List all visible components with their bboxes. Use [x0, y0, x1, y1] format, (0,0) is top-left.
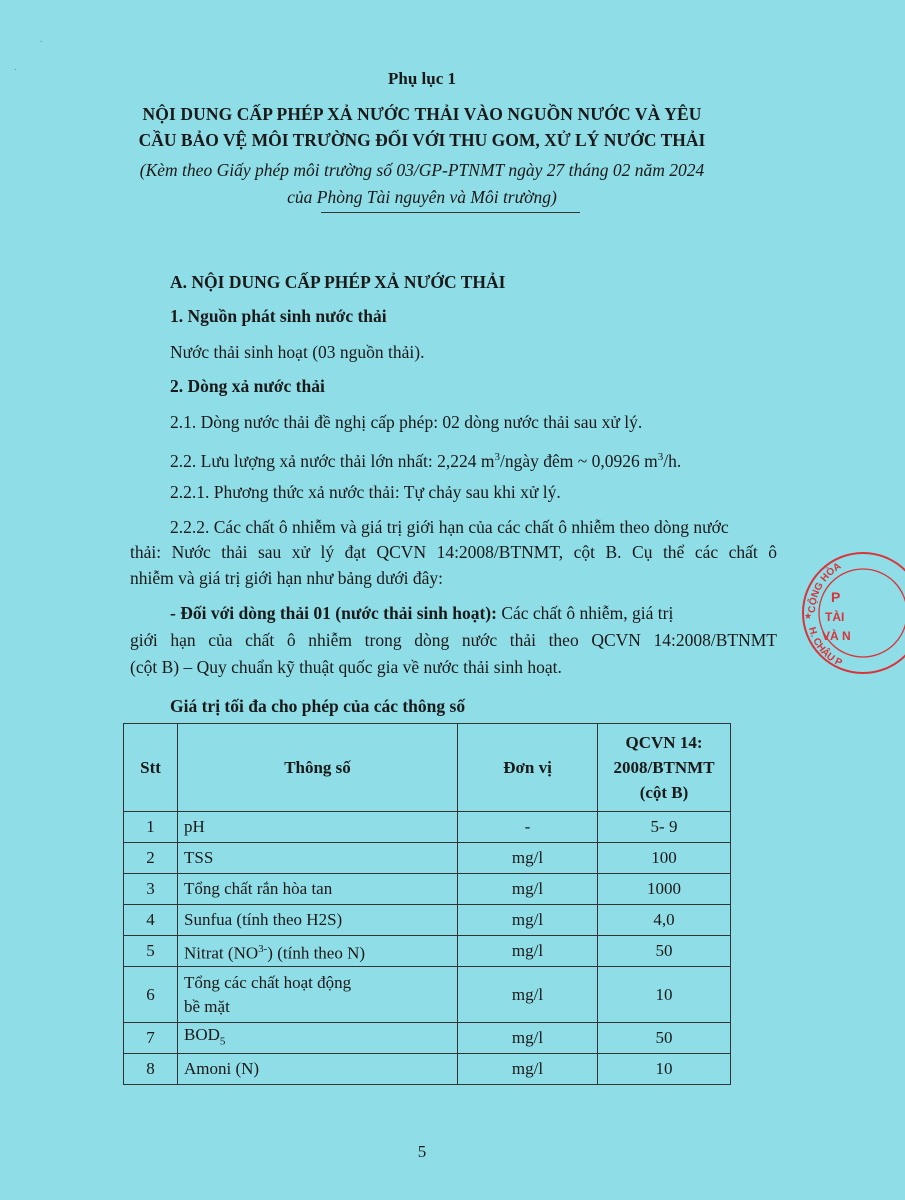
table-caption: Giá trị tối đa cho phép của các thông số [170, 696, 466, 716]
cell-unit: - [458, 812, 598, 843]
cell-unit: mg/l [458, 936, 598, 967]
table-row [124, 874, 731, 905]
cell-limit: 50 [598, 1023, 731, 1054]
appendix-label: Phụ lục 1 [387, 69, 457, 88]
subtitle-underline [321, 212, 580, 213]
cell-unit: mg/l [458, 967, 598, 1023]
parameter-limits-table [123, 723, 731, 1085]
section-a-heading: A. NỘI DUNG CẤP PHÉP XẢ NƯỚC THẢI [170, 272, 506, 292]
header-limit-line3: (cột B) [639, 783, 689, 802]
cell-stt: 5 [124, 936, 178, 967]
table-row [124, 936, 731, 967]
document-subtitle-line1: (Kèm theo Giấy phép môi trường số 03/GP-PTNMT ngày 27 tháng 02 năm 2024 [139, 160, 705, 180]
stream01-line2: giới hạn của chất ô nhiễm trong dòng nước thải theo QCVN 14:2008/BTNMT [130, 630, 777, 650]
cell-param-sub: 5 [219, 1035, 226, 1048]
stamp-star-icon: ★ [804, 612, 813, 622]
page-number: 5 [417, 1142, 427, 1161]
item2-2-sup1: 3 [494, 451, 501, 463]
stamp-center-line2: TÀI [825, 610, 845, 624]
header-stt: Stt [124, 724, 178, 812]
cell-stt: 7 [124, 1023, 178, 1054]
cell-param: Sunfua (tính theo H2S) [178, 905, 458, 936]
cell-param-line1: Tổng các chất hoạt động [184, 972, 352, 992]
cell-unit: mg/l [458, 874, 598, 905]
document-subtitle-line2: của Phòng Tài nguyên và Môi trường) [287, 187, 557, 207]
cell-param: Tổng chất rắn hòa tan [178, 874, 458, 905]
table-row [124, 1023, 731, 1054]
table-header-row [124, 724, 731, 812]
cell-limit: 10 [598, 1054, 731, 1085]
item2-2-text [170, 444, 681, 474]
cell-unit: mg/l [458, 1023, 598, 1054]
cell-limit: 50 [598, 936, 731, 967]
cell-limit: 4,0 [598, 905, 731, 936]
item2-2-mid: /ngày đêm ~ 0,0926 m [500, 450, 658, 471]
cell-param-suffix: ) (tính theo N) [267, 943, 366, 963]
header-unit: Đơn vị [458, 724, 598, 812]
item2-2-2-line3: nhiễm và giá trị giới hạn như bảng dưới đây: [130, 568, 444, 588]
table-row [124, 812, 731, 843]
cell-limit: 1000 [598, 874, 731, 905]
cell-param-prefix: Nitrat (NO [184, 943, 259, 963]
cell-unit: mg/l [458, 1054, 598, 1085]
cell-param: Amoni (N) [178, 1054, 458, 1085]
cell-param-line2: bề mặt [184, 996, 230, 1016]
stamp-ring-text-bottom: H. CHÂU P [805, 625, 844, 669]
cell-param-prefix: BOD [184, 1024, 220, 1044]
table-row [124, 967, 731, 1023]
stamp-center-line1: P [831, 589, 841, 605]
header-limit-line2: 2008/BTNMT [613, 758, 715, 777]
cell-param [178, 967, 458, 1023]
cell-param [178, 1023, 458, 1054]
item1-text: Nước thải sinh hoạt (03 nguồn thải). [170, 342, 425, 362]
item2-2-suffix: /h. [663, 450, 682, 471]
cell-param-sup: 3- [258, 942, 268, 955]
cell-unit: mg/l [458, 843, 598, 874]
scan-speck: . [40, 34, 43, 45]
item2-2-sup2: 3 [657, 451, 664, 463]
document-title-line1: NỘI DUNG CẤP PHÉP XẢ NƯỚC THẢI VÀO NGUỒN NƯỚC VÀ YÊU [142, 104, 702, 124]
table-row [124, 843, 731, 874]
cell-stt: 4 [124, 905, 178, 936]
stream01-line3: (cột B) – Quy chuẩn kỹ thuật quốc gia về nước thải sinh hoạt. [130, 657, 562, 677]
cell-stt: 8 [124, 1054, 178, 1085]
cell-param [178, 936, 458, 967]
item2-2-2-line2: thải: Nước thải sau xử lý đạt QCVN 14:2008/BTNMT, cột B. Cụ thể các chất ô [130, 542, 777, 562]
header-param: Thông số [178, 724, 458, 812]
official-stamp-seal [795, 548, 905, 678]
item2-1-text: 2.1. Dòng nước thải đề nghị cấp phép: 02 dòng nước thải sau xử lý. [170, 412, 643, 432]
cell-unit: mg/l [458, 905, 598, 936]
cell-stt: 2 [124, 843, 178, 874]
stream01-line1-rest: Các chất ô nhiễm, giá trị [496, 603, 674, 623]
header-limit [598, 724, 731, 812]
header-limit-line1: QCVN 14: [625, 733, 703, 752]
stream01-label: - Đối với dòng thải 01 (nước thải sinh hoạt): [170, 603, 497, 623]
cell-param: TSS [178, 843, 458, 874]
item1-heading: 1. Nguồn phát sinh nước thải [170, 306, 387, 326]
cell-stt: 3 [124, 874, 178, 905]
item2-heading: 2. Dòng xả nước thải [170, 376, 325, 396]
table-row [124, 905, 731, 936]
cell-limit: 100 [598, 843, 731, 874]
item2-2-prefix: 2.2. Lưu lượng xả nước thải lớn nhất: 2,224 m [170, 450, 495, 471]
table-row [124, 1054, 731, 1085]
stamp-center-line3: VÀ N [822, 629, 851, 643]
item2-2-1-text: 2.2.1. Phương thức xả nước thải: Tự chảy sau khi xử lý. [170, 482, 561, 502]
cell-limit: 5- 9 [598, 812, 731, 843]
cell-param: pH [178, 812, 458, 843]
stream01-line1 [170, 600, 777, 626]
cell-stt: 1 [124, 812, 178, 843]
scan-speck: . [14, 62, 17, 73]
document-title-line2: CẦU BẢO VỆ MÔI TRƯỜNG ĐỐI VỚI THU GOM, XỬ LÝ NƯỚC THẢI [138, 130, 706, 150]
stamp-ring-text: CỘNG HÒA [806, 560, 844, 614]
cell-stt: 6 [124, 967, 178, 1023]
item2-2-2-line1: 2.2.2. Các chất ô nhiễm và giá trị giới hạn của các chất ô nhiễm theo dòng nước [170, 517, 729, 537]
cell-limit: 10 [598, 967, 731, 1023]
